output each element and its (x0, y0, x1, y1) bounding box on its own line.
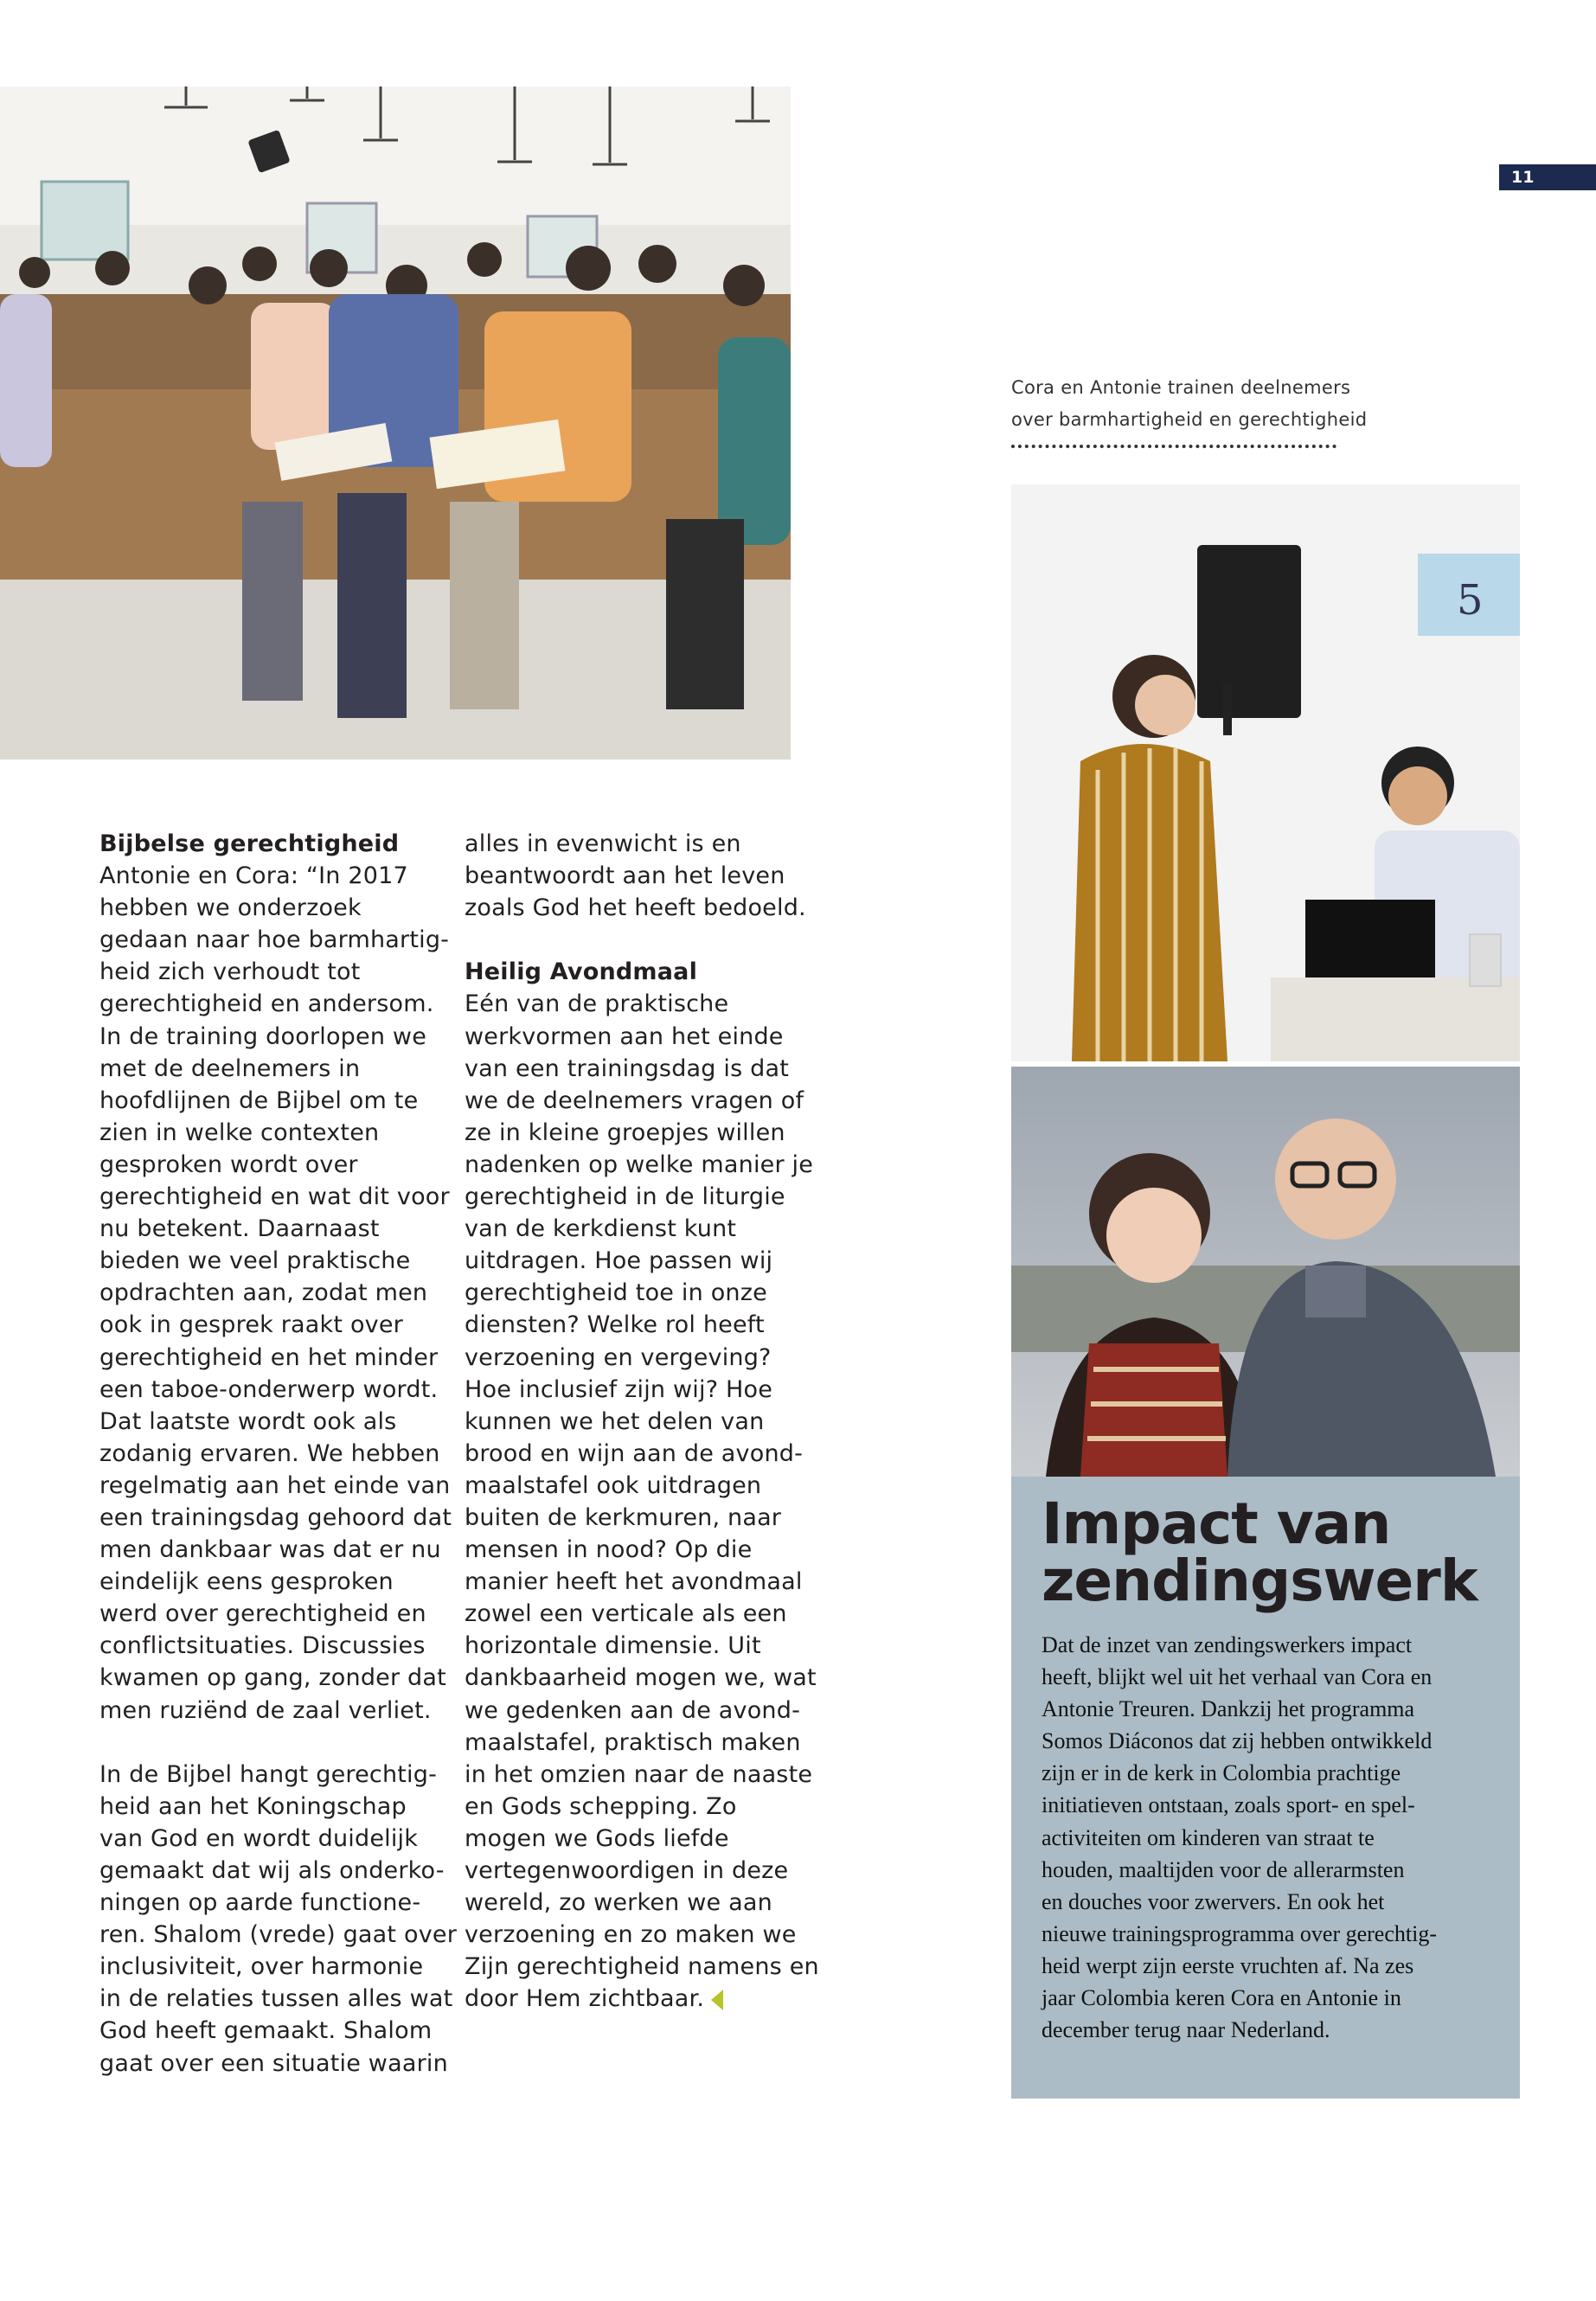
sidebar-text-line: Somos Diáconos dat zij hebben ontwikkeld (1042, 1728, 1433, 1754)
sidebar-title-line-2: zendingswerk (1042, 1548, 1477, 1614)
text-line: wereld, zo werken we aan (465, 1889, 772, 1917)
text-line: gaat over een situatie waarin (99, 2049, 448, 2077)
impact-sidebar (1011, 1477, 1520, 2099)
sidebar-text-line: initiatieven ontstaan, zoals sport- en spel- (1042, 1792, 1415, 1818)
text-line: kunnen we het delen van (465, 1407, 765, 1435)
heading-heilig-avondmaal: Heilig Avondmaal (465, 958, 698, 986)
text-line: nu betekent. Daarnaast (99, 1215, 380, 1243)
sidebar-text-line: heeft, blijkt wel uit het verhaal van Cora en (1042, 1664, 1433, 1690)
text-line: van de kerkdienst kunt (465, 1215, 737, 1243)
text-line: gemaakt dat wij als onderko- (99, 1857, 445, 1884)
text-line-final-text: door Hem zichtbaar. (465, 1985, 705, 2013)
text-line: mensen in nood? Op die (465, 1536, 753, 1564)
text-line: eindelijk eens gesproken (99, 1568, 394, 1596)
text-line: een taboe-onderwerp wordt. (99, 1375, 439, 1403)
caption-line-2: over barmhartigheid en gerechtigheid (1011, 409, 1368, 430)
sidebar-text-line: jaar Colombia keren Cora en Antonie in (1042, 1985, 1401, 2011)
text-line: opdrachten aan, zodat men (99, 1279, 428, 1307)
end-of-article-marker-icon (711, 1990, 723, 2010)
text-line: met de deelnemers in (99, 1054, 361, 1082)
text-line: van een trainingsdag is dat (465, 1054, 790, 1082)
text-line: in de relaties tussen alles wat (99, 1985, 453, 2013)
text-line: diensten? Welke rol heeft (465, 1311, 765, 1339)
text-line: werd over gerechtigheid en (99, 1600, 426, 1628)
text-line: zodanig ervaren. We hebben (99, 1439, 440, 1467)
text-line: zien in welke contexten (99, 1118, 380, 1146)
sidebar-body (1042, 1629, 1504, 2046)
paragraph-gap (99, 1727, 428, 1759)
sidebar-title (1042, 1490, 1477, 1614)
text-line: verzoening en vergeving? (465, 1343, 772, 1371)
sidebar-title-line-1: Impact van (1042, 1490, 1391, 1557)
sidebar-text-line: zijn er in de kerk in Colombia prachtige (1042, 1760, 1401, 1786)
sidebar-text-line: en douches voor zwervers. En ook het (1042, 1888, 1385, 1914)
text-line: werkvormen aan het einde (465, 1022, 784, 1050)
sidebar-text-line: Antonie Treuren. Dankzij het programma (1042, 1696, 1415, 1722)
sidebar-text-line: december terug naar Nederland. (1042, 2017, 1330, 2043)
text-line: horizontale dimensie. Uit (465, 1632, 761, 1660)
text-line: een trainingsdag gehoord dat (99, 1503, 452, 1531)
article-column-1 (99, 828, 458, 2080)
text-line: zowel een verticale als een (465, 1600, 787, 1628)
text-line-final (465, 1983, 793, 2015)
caption-divider (1011, 445, 1336, 448)
svg-text:5: 5 (1457, 576, 1484, 625)
text-line: beantwoordt aan het leven (465, 862, 785, 890)
sidebar-text-line: houden, maaltijden voor de allerarmsten (1042, 1856, 1405, 1882)
training-photo (0, 87, 791, 760)
text-line: men ruziënd de zaal verliet. (99, 1696, 432, 1724)
text-line: gerechtigheid in de liturgie (465, 1183, 785, 1211)
text-line: ze in kleine groepjes willen (465, 1118, 785, 1146)
sidebar-text-line: activiteiten om kinderen van straat te (1042, 1824, 1375, 1850)
text-line: dankbaarheid mogen we, wat (465, 1664, 817, 1692)
text-line: bieden we veel praktische (99, 1247, 411, 1275)
text-line: ook in gesprek raakt over (99, 1311, 403, 1339)
text-line: In de Bijbel hangt gerechtig- (99, 1760, 438, 1788)
text-line: brood en wijn aan de avond- (465, 1439, 804, 1467)
text-line: men dankbaar was dat er nu (99, 1536, 441, 1564)
text-line: mogen we Gods liefde (465, 1824, 729, 1852)
text-line: en Gods schepping. Zo (465, 1792, 737, 1820)
text-line: heid aan het Koningschap (99, 1792, 407, 1820)
caption-line-1: Cora en Antonie trainen deelnemers (1011, 377, 1351, 398)
text-line: heid zich verhoudt tot (99, 958, 361, 986)
text-line: Zijn gerechtigheid namens en (465, 1953, 819, 1981)
text-line: gesproken wordt over (99, 1150, 358, 1178)
sidebar-text-line: Dat de inzet van zendingswerkers impact (1042, 1632, 1413, 1657)
sidebar-text-line: heid werpt zijn eerste vruchten af. Na zes (1042, 1952, 1414, 1978)
text-line: we de deelnemers vragen of (465, 1086, 804, 1114)
text-line: manier heeft het avondmaal (465, 1568, 803, 1596)
text-line: In de training doorlopen we (99, 1022, 427, 1050)
text-line: Eén van de praktische (465, 990, 729, 1018)
text-line: buiten de kerkmuren, naar (465, 1503, 782, 1531)
text-line: we gedenken aan de avond- (465, 1696, 801, 1724)
sidebar-text-line: nieuwe trainingsprogramma over gerechtig- (1042, 1920, 1437, 1946)
text-line: God heeft gemaakt. Shalom (99, 2017, 433, 2045)
photo-caption (1011, 372, 1375, 436)
text-line: hoofdlijnen de Bijbel om te (99, 1086, 419, 1114)
text-line: Dat laatste wordt ook als (99, 1407, 397, 1435)
text-line: gerechtigheid en andersom. (99, 990, 434, 1018)
text-line: conflictsituaties. Discussies (99, 1632, 426, 1660)
text-line: uitdragen. Hoe passen wij (465, 1247, 773, 1275)
text-line: vertegenwoordigen in deze (465, 1857, 789, 1884)
article-column-2 (465, 828, 819, 2015)
text-line: ren. Shalom (vrede) gaat over (99, 1921, 458, 1949)
text-line: Hoe inclusief zijn wij? Hoe (465, 1375, 773, 1403)
page-number: 11 (1511, 168, 1535, 187)
text-line: gedaan naar hoe barmhartig- (99, 926, 450, 954)
text-line: maalstafel, praktisch maken (465, 1728, 801, 1756)
text-line: hebben we onderzoek (99, 894, 362, 922)
page-number-tab (1499, 164, 1596, 190)
text-line: gerechtigheid en het minder (99, 1343, 439, 1371)
text-line: maalstafel ook uitdragen (465, 1471, 762, 1499)
heading-bijbelse-gerechtigheid: Bijbelse gerechtigheid (99, 830, 400, 857)
text-line: in het omzien naar de naaste (465, 1760, 813, 1788)
couple-photo (1011, 1067, 1520, 1477)
text-line: ningen op aarde functione- (99, 1889, 421, 1917)
text-line: inclusiviteit, over harmonie (99, 1953, 424, 1981)
text-line: verzoening en zo maken we (465, 1921, 797, 1949)
text-line: zoals God het heeft bedoeld. (465, 894, 806, 922)
text-line: Antonie en Cora: “In 2017 (99, 862, 408, 890)
text-line: nadenken op welke manier je (465, 1150, 814, 1178)
paragraph-gap (465, 924, 793, 956)
text-line: gerechtigheid toe in onze (465, 1279, 767, 1307)
text-line: alles in evenwicht is en (465, 830, 741, 857)
text-line: van God en wordt duidelijk (99, 1824, 419, 1852)
cora-speaking-photo (1011, 484, 1520, 1061)
text-line: kwamen op gang, zonder dat (99, 1664, 446, 1692)
text-line: regelmatig aan het einde van (99, 1471, 451, 1499)
text-line: gerechtigheid en wat dit voor (99, 1183, 450, 1211)
